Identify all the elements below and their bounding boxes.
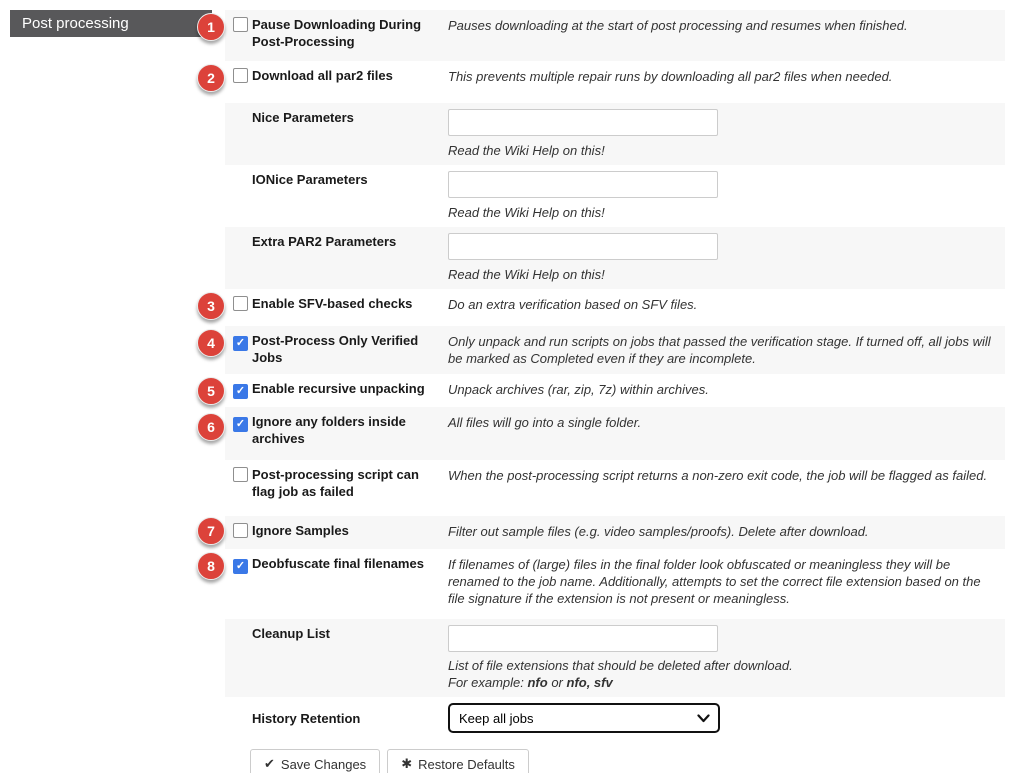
pause-downloading-label: Pause Downloading During Post-Processing (252, 17, 422, 49)
row-ignore-samples (207, 516, 1005, 549)
step-badge-5: 5 (197, 377, 225, 405)
sfv-checks-label: Enable SFV-based checks (252, 296, 413, 311)
ignore-folders-checkbox[interactable] (233, 417, 248, 432)
download-par2-desc: This prevents multiple repair runs by downloading all par2 files when needed. (448, 69, 893, 84)
row-verified-jobs (207, 326, 1005, 374)
ignore-samples-label: Ignore Samples (252, 523, 349, 538)
nice-parameters-input[interactable] (448, 109, 718, 136)
extra-par2-parameters-help: Read the Wiki Help on this! (448, 267, 605, 282)
ionice-parameters-help: Read the Wiki Help on this! (448, 205, 605, 220)
recursive-unpacking-checkbox[interactable] (233, 384, 248, 399)
recursive-unpacking-desc: Unpack archives (rar, zip, 7z) within archives. (448, 382, 709, 397)
restore-defaults-label: Restore Defaults (418, 756, 515, 772)
step-badge-6: 6 (197, 413, 225, 441)
ignore-folders-label: Ignore any folders inside archives (252, 414, 406, 446)
verified-jobs-checkbox[interactable] (233, 336, 248, 351)
cleanup-list-label: Cleanup List (252, 626, 331, 641)
download-par2-label: Download all par2 files (252, 68, 393, 83)
row-sfv-checks (207, 289, 1005, 326)
pause-downloading-desc: Pauses downloading at the start of post processing and resumes when finished. (448, 18, 908, 33)
save-changes-label: Save Changes (280, 756, 367, 772)
cleanup-list-input[interactable] (448, 625, 718, 652)
cleanup-list-help-example: For example: nfo or nfo, sfv (448, 675, 613, 690)
deobfuscate-checkbox[interactable] (233, 559, 248, 574)
row-download-par2 (207, 61, 1005, 103)
step-badge-2: 2 (197, 64, 225, 92)
script-flag-failed-desc: When the post-processing script returns a non-zero exit code, the job will be flagged as failed. (448, 468, 988, 483)
asterisk-icon: ✱ (401, 756, 413, 771)
save-changes-button[interactable] (250, 749, 380, 773)
row-history-retention (225, 697, 1005, 739)
page-title: Post processing (10, 10, 212, 37)
settings-form (207, 10, 1005, 773)
row-deobfuscate (207, 549, 1005, 619)
step-badge-4: 4 (197, 329, 225, 357)
history-retention-select-wrap (448, 703, 720, 733)
cleanup-list-help: List of file extensions that should be deleted after download. (448, 658, 793, 673)
deobfuscate-label: Deobfuscate final filenames (252, 556, 424, 571)
extra-par2-parameters-input[interactable] (448, 233, 718, 260)
sfv-checks-desc: Do an extra verification based on SFV files. (448, 297, 698, 312)
recursive-unpacking-label: Enable recursive unpacking (252, 381, 425, 396)
ignore-samples-desc: Filter out sample files (e.g. video samples/proofs). Delete after download. (448, 524, 869, 539)
sfv-checks-checkbox[interactable] (233, 296, 248, 311)
history-retention-label: History Retention (252, 711, 361, 726)
extra-par2-parameters-label: Extra PAR2 Parameters (252, 234, 397, 249)
row-recursive-unpacking (207, 374, 1005, 407)
nice-parameters-help: Read the Wiki Help on this! (448, 143, 605, 158)
row-script-flag-failed (225, 460, 1005, 516)
row-ionice-parameters (225, 165, 1005, 227)
ionice-parameters-label: IONice Parameters (252, 172, 368, 187)
pause-downloading-checkbox[interactable] (233, 17, 248, 32)
ionice-parameters-input[interactable] (448, 171, 718, 198)
step-badge-8: 8 (197, 552, 225, 580)
nice-parameters-label: Nice Parameters (252, 110, 354, 125)
verified-jobs-desc: Only unpack and run scripts on jobs that passed the verification stage. If turned off, all jobs will be marked as Completed even if they are incomplete. (448, 334, 991, 366)
history-retention-select[interactable] (448, 703, 720, 733)
ignore-folders-desc: All files will go into a single folder. (448, 415, 642, 430)
row-nice-parameters (225, 103, 1005, 165)
script-flag-failed-label: Post-processing script can flag job as failed (252, 467, 419, 499)
row-cleanup-list (225, 619, 1005, 697)
form-actions (250, 749, 1005, 773)
verified-jobs-label: Post-Process Only Verified Jobs (252, 333, 419, 365)
restore-defaults-button[interactable] (387, 749, 529, 773)
row-pause-downloading (207, 10, 1005, 61)
ignore-samples-checkbox[interactable] (233, 523, 248, 538)
row-ignore-folders (207, 407, 1005, 460)
step-badge-7: 7 (197, 517, 225, 545)
step-badge-3: 3 (197, 292, 225, 320)
download-par2-checkbox[interactable] (233, 68, 248, 83)
script-flag-failed-checkbox[interactable] (233, 467, 248, 482)
row-extra-par2-parameters (225, 227, 1005, 289)
deobfuscate-desc: If filenames of (large) files in the final folder look obfuscated or meaningless they will be renamed to the job name. Additionally, attempts to set the correct file extension based on the file signature if the extension is not present or meaningless. (448, 557, 981, 606)
check-icon: ✔ (264, 756, 275, 771)
step-badge-1: 1 (197, 13, 225, 41)
